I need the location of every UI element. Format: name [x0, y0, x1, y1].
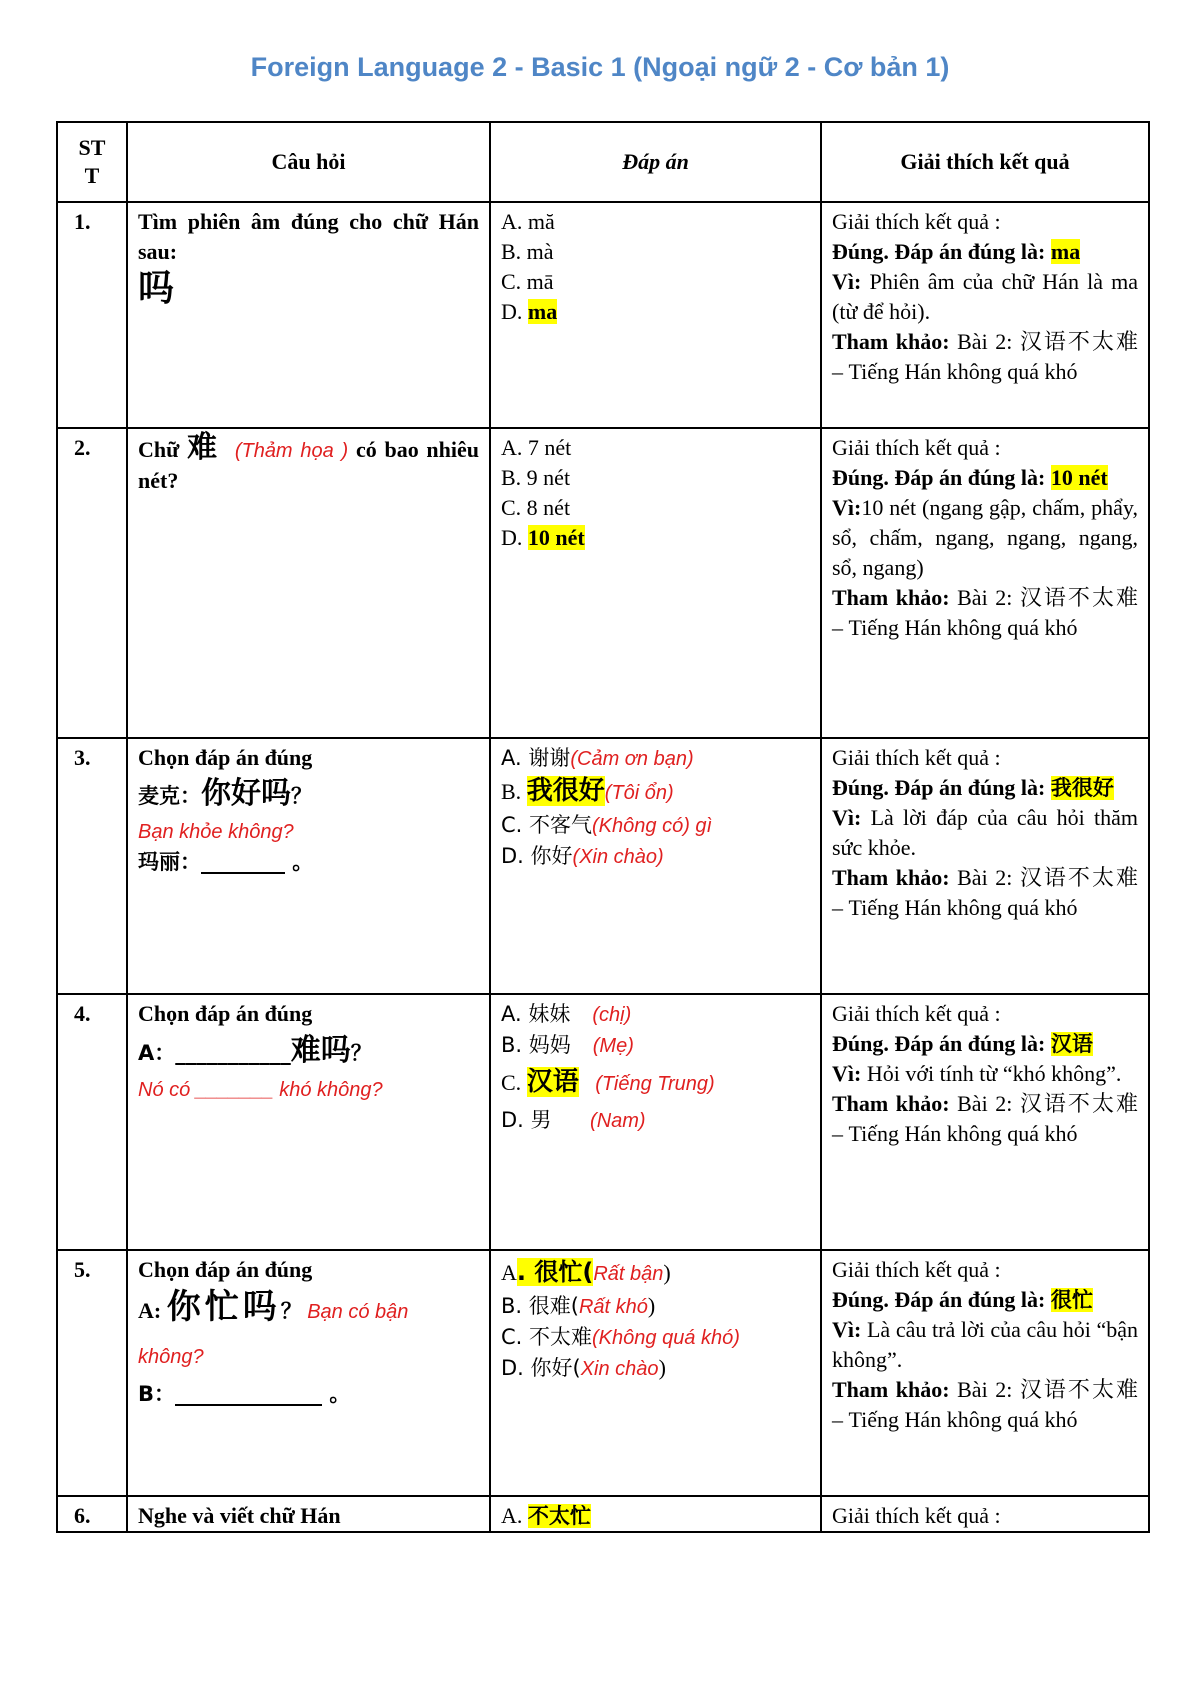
- question-cell: [127, 1496, 490, 1532]
- table-row: [57, 428, 1149, 738]
- question-phrase: 你忙吗: [166, 1287, 281, 1327]
- reference-text: Bài 2: 汉语不太难 – Tiếng Hán không quá khó: [832, 329, 1138, 384]
- question-cell: [127, 202, 490, 428]
- reference-text: Bài 2: 汉语不太难 – Tiếng Hán không quá khó: [832, 1377, 1138, 1432]
- reference-label: Tham khảo:: [832, 585, 950, 610]
- question-translation: Nó có _______ khó không?: [138, 1079, 383, 1101]
- option-d: D. 10 nét: [501, 525, 585, 550]
- explain-cell: [821, 738, 1149, 994]
- table-row: [57, 738, 1149, 994]
- explain-label: Giải thích kết quả :: [832, 1001, 1001, 1026]
- option-d: D. 男 (Nam): [501, 1108, 646, 1132]
- table-header-row: [57, 122, 1149, 202]
- option-a: A. 妹妹 (chị): [501, 1002, 632, 1026]
- question-character: 难: [187, 430, 220, 465]
- correct-answer: 我很好: [1050, 776, 1114, 800]
- table-row: [57, 1250, 1149, 1496]
- row-number: 6.: [57, 1496, 127, 1532]
- option-a: A. 谢谢(Cảm ơn bạn): [501, 746, 694, 770]
- reason-text: Là câu trả lời của câu hỏi “bận không”.: [832, 1317, 1139, 1372]
- row-number: 4.: [57, 994, 127, 1250]
- document-title: Foreign Language 2 - Basic 1 (Ngoại ngữ 2 - Cơ bản 1): [250, 52, 950, 82]
- question-text: Nghe và viết chữ Hán: [138, 1503, 341, 1528]
- answer-cell: [490, 1250, 821, 1496]
- correct-option-highlight: 汉语: [526, 1067, 579, 1097]
- question-cell: [127, 1250, 490, 1496]
- reason-label: Vì:: [832, 1061, 862, 1086]
- option-c: C. 8 nét: [501, 495, 571, 520]
- reference-label: Tham khảo:: [832, 329, 950, 354]
- correct-answer: 汉语: [1050, 1032, 1093, 1056]
- option-b: B. 妈妈 (Mẹ): [501, 1033, 634, 1057]
- question-translation: (Thảm họa ): [234, 440, 349, 462]
- option-c: C. 不客气(Không có) gì: [501, 813, 713, 837]
- table-row: [57, 1496, 1149, 1532]
- answer-cell: [490, 428, 821, 738]
- correct-label: Đúng. Đáp án đúng là:: [832, 775, 1046, 800]
- option-d: D. 你好(Xin chào): [501, 1355, 666, 1380]
- question-cell: [127, 994, 490, 1250]
- reason-text: Là lời đáp của câu hỏi thăm sức khỏe.: [832, 805, 1138, 860]
- explain-label: Giải thích kết quả :: [832, 1257, 1001, 1282]
- question-character: 吗: [138, 268, 175, 309]
- reference-label: Tham khảo:: [832, 1091, 950, 1116]
- question-phrase: 难吗: [290, 1033, 351, 1068]
- correct-option-highlight: 不太忙: [527, 1504, 591, 1528]
- explain-cell: [821, 428, 1149, 738]
- reason-label: Vì:: [832, 805, 862, 830]
- reason-label: Vì:: [832, 1317, 862, 1342]
- explain-label: Giải thích kết quả :: [832, 1503, 1001, 1528]
- option-b: B. 9 nét: [501, 465, 571, 490]
- option-c: C. 不太难(Không quá khó): [501, 1325, 740, 1349]
- correct-option-highlight: ma: [527, 299, 558, 324]
- question-translation: Bạn có bận không?: [138, 1301, 409, 1368]
- reference-text: Bài 2: 汉语不太难 – Tiếng Hán không quá khó: [832, 865, 1138, 920]
- answer-cell: [490, 202, 821, 428]
- correct-answer: ma: [1050, 239, 1081, 264]
- reason-label: Vì:: [832, 495, 862, 520]
- question-text: Tìm phiên âm đúng cho chữ Hán sau:: [138, 209, 479, 264]
- header-explain: Giải thích kết quả: [821, 122, 1149, 202]
- correct-label: Đúng. Đáp án đúng là:: [832, 239, 1046, 264]
- option-d: D. 你好(Xin chào): [501, 844, 664, 868]
- reason-text: Hỏi với tính từ “khó không”.: [866, 1061, 1122, 1086]
- reason-label: Vì:: [832, 269, 862, 294]
- correct-option-highlight: . 很忙(: [516, 1258, 594, 1286]
- option-b: B. mà: [501, 239, 554, 264]
- explain-cell: [821, 994, 1149, 1250]
- explain-label: Giải thích kết quả :: [832, 209, 1001, 234]
- question-mark: ？: [350, 1041, 372, 1065]
- speaker-label: 麦克：: [138, 784, 201, 808]
- option-c: C. mā: [501, 269, 554, 294]
- speaker-label: A:: [138, 1298, 167, 1323]
- question-text: Chọn đáp án đúng: [138, 745, 313, 770]
- question-cell: [127, 738, 490, 994]
- option-d: D. ma: [501, 299, 558, 324]
- answer-cell: [490, 738, 821, 994]
- table-row: [57, 202, 1149, 428]
- explain-label: Giải thích kết quả :: [832, 435, 1001, 460]
- reference-text: Bài 2: 汉语不太难 – Tiếng Hán không quá khó: [832, 585, 1138, 640]
- answer-cell: [490, 994, 821, 1250]
- answer-blank-line: B：______________ 。: [138, 1382, 351, 1406]
- question-table: [56, 121, 1150, 1533]
- question-mark: ？: [291, 784, 312, 808]
- question-text-end: có bao nhiêu nét?: [138, 437, 480, 493]
- explain-cell: [821, 1250, 1149, 1496]
- option-a: A. mă: [501, 209, 555, 234]
- row-number: 2.: [57, 428, 127, 738]
- correct-option-highlight: 我很好: [526, 776, 605, 806]
- explain-cell: [821, 1496, 1149, 1532]
- row-number: 3.: [57, 738, 127, 994]
- correct-answer: 很忙: [1050, 1288, 1093, 1312]
- explain-cell: [821, 202, 1149, 428]
- reason-text: 10 nét (ngang gập, chấm, phẩy, sổ, chấm, ngang, ngang, ngang, sổ, ngang): [832, 495, 1138, 580]
- correct-label: Đúng. Đáp án đúng là:: [832, 465, 1046, 490]
- correct-option-highlight: 10 nét: [527, 525, 585, 550]
- header-answer: Đáp án: [490, 122, 821, 202]
- reference-label: Tham khảo:: [832, 1377, 950, 1402]
- question-mark: ？: [280, 1299, 302, 1323]
- option-a: A. 7 nét: [501, 435, 572, 460]
- table-row: [57, 994, 1149, 1250]
- question-text: Chọn đáp án đúng: [138, 1257, 313, 1282]
- option-b: B. 很难(Rất khó): [501, 1293, 656, 1318]
- correct-label: Đúng. Đáp án đúng là:: [832, 1287, 1046, 1312]
- header-question: Câu hỏi: [127, 122, 490, 202]
- correct-label: Đúng. Đáp án đúng là:: [832, 1031, 1046, 1056]
- explain-label: Giải thích kết quả :: [832, 745, 1001, 770]
- correct-answer: 10 nét: [1050, 465, 1108, 490]
- question-cell: [127, 428, 490, 738]
- option-a: A. 不太忙: [501, 1503, 591, 1528]
- reference-label: Tham khảo:: [832, 865, 950, 890]
- row-number: 1.: [57, 202, 127, 428]
- answer-cell: [490, 1496, 821, 1532]
- reason-text: Phiên âm của chữ Hán là ma (từ để hỏi).: [832, 269, 1138, 324]
- answer-blank-line: 玛丽：________ 。: [138, 850, 314, 874]
- question-text: Chữ: [138, 437, 188, 462]
- header-stt: STT: [57, 122, 127, 202]
- question-text: Chọn đáp án đúng: [138, 1001, 313, 1026]
- question-translation: Bạn khỏe không?: [138, 821, 294, 843]
- option-b: B. 我很好(Tôi ổn): [501, 776, 674, 806]
- question-phrase: 你好吗: [201, 776, 291, 811]
- option-c: C. 汉语 (Tiếng Trung): [501, 1067, 715, 1097]
- speaker-label: A：___________: [138, 1041, 291, 1065]
- row-number: 5.: [57, 1250, 127, 1496]
- option-a: A. 很忙(Rất bận): [501, 1258, 671, 1286]
- reference-text: Bài 2: 汉语不太难 – Tiếng Hán không quá khó: [832, 1091, 1138, 1146]
